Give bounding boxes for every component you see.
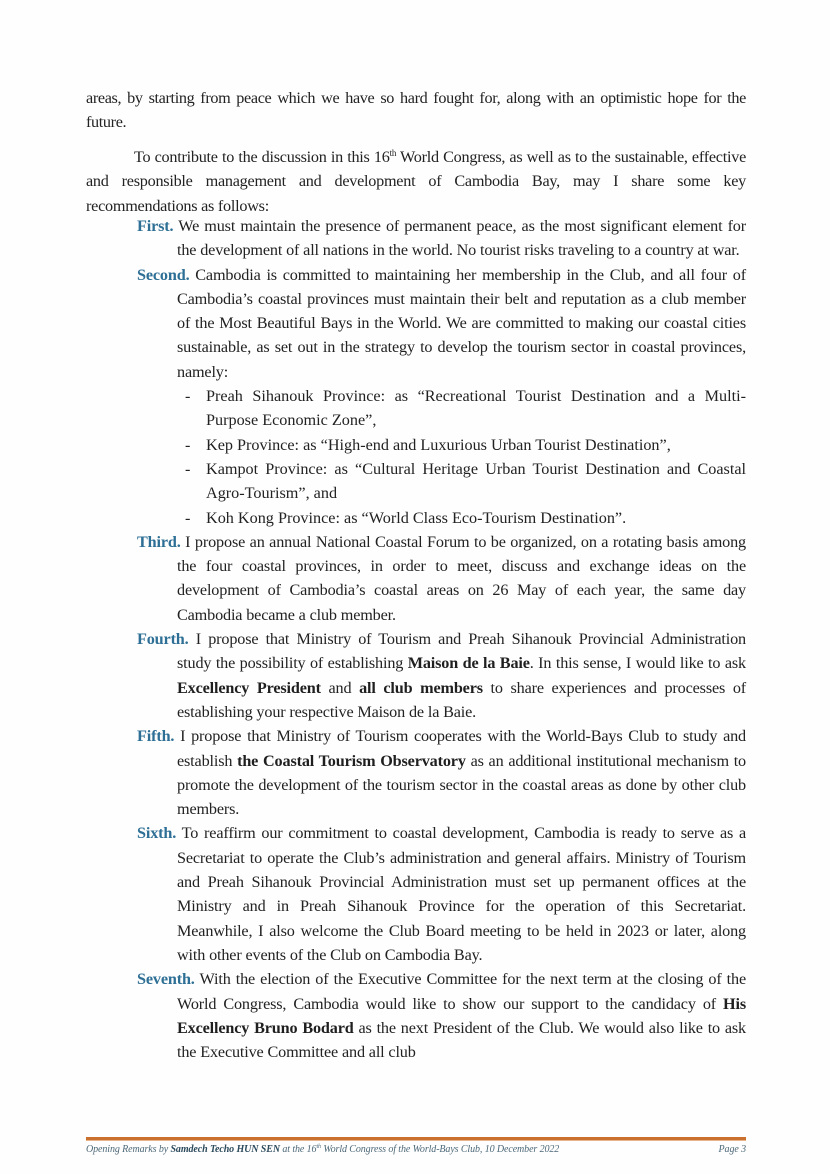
recommendation-second xyxy=(137,263,746,384)
page-footer xyxy=(86,1144,746,1155)
recommendation-text: Cambodia is committed to maintaining her membership in the Club, and all four of Cambodia’s coastal provinces must maintain their belt and reputation as a club member of the Most Beautiful Bays in the World. We are committed to making our coastal cities sustainable, as set out in the strategy to develop the tourism sector in coastal provinces, namely: xyxy=(177,265,746,381)
page-number: Page 3 xyxy=(718,1144,746,1155)
footer-superscript: th xyxy=(316,1144,321,1150)
recommendation-label: Fifth. xyxy=(137,727,175,746)
bullet-text: Kampot Province: as “Cultural Heritage Urban Tourist Destination and Coastal Agro-Tourism”, and xyxy=(206,459,746,503)
bullet-item xyxy=(137,433,746,457)
bullet-text: Preah Sihanouk Province: as “Recreational Tourist Destination and a Multi-Purpose Economic Zone”, xyxy=(206,387,746,430)
recommendation-label: Fourth. xyxy=(137,630,189,649)
recommendation-fourth xyxy=(137,627,746,724)
recommendation-label: Sixth. xyxy=(137,824,177,843)
recommendation-fifth xyxy=(137,724,746,821)
emphasis-excellency-president: Excellency President xyxy=(177,678,321,697)
recommendation-text: With the election of the Executive Committee for the next term at the closing of the World Congress, Cambodia would like to show our support to the candidacy of xyxy=(177,970,746,1013)
emphasis-coastal-tourism-observatory: the Coastal Tourism Observatory xyxy=(237,751,466,770)
footer-text: Opening Remarks by xyxy=(86,1144,171,1155)
bullet-item xyxy=(137,506,746,530)
emphasis-maison-de-la-baie: Maison de la Baie xyxy=(407,654,530,673)
recommendation-seventh xyxy=(137,967,746,1064)
recommendation-text: and xyxy=(320,678,360,697)
recommendation-label: Seventh. xyxy=(137,970,195,989)
intro-superscript: th xyxy=(389,148,397,158)
recommendation-text: I propose that Ministry of Tourism cooperates with the World-Bays Club to study and establish xyxy=(174,727,746,770)
recommendation-text: I propose that Ministry of Tourism and Preah Sihanouk Provincial Administration study the possibility of establishing xyxy=(177,630,746,673)
footer-divider xyxy=(86,1137,746,1141)
footer-caption xyxy=(86,1144,559,1155)
recommendation-text: . In this sense, I would like to ask xyxy=(529,654,746,673)
recommendation-label: Third. xyxy=(137,532,181,551)
recommendation-text: I propose an annual National Coastal Forum to be organized, on a rotating basis among the four coastal provinces, in order to meet, discuss and exchange ideas on the development of Cambodia’s coastal areas on 26 May of each year, the same day Cambodia became a club member. xyxy=(177,532,746,624)
bullet-text: Kep Province: as “High-end and Luxurious Urban Tourist Destination”, xyxy=(206,435,671,454)
recommendation-sixth xyxy=(137,821,746,967)
recommendation-text: as an additional institutional mechanism to promote the development of the tourism sector in the coastal areas as done by other club members. xyxy=(177,751,746,819)
recommendation-text: as the next President of the Club. We would also like to ask the Executive Committee and all club xyxy=(177,1018,746,1062)
recommendation-text: To reaffirm our commitment to coastal development, Cambodia is ready to serve as a Secretariat to operate the Club’s administration and general affairs. Ministry of Tourism and Preah Sihanouk Provincial Administration must set up permanent offices at the Ministry and in Preah Sihanouk Province for the operation of this Secretariat. Meanwhile, I also welcome the Club Board meeting to be held in 2023 or later, along with other events of the Club on Cambodia Bay. xyxy=(176,824,746,964)
recommendations-list xyxy=(137,214,746,1064)
recommendation-label: Second. xyxy=(137,265,190,284)
footer-author: Samdech Techo HUN SEN xyxy=(170,1144,280,1155)
dash-bullet-icon: - xyxy=(185,459,191,478)
bullet-item xyxy=(137,457,746,506)
recommendation-first xyxy=(137,214,746,263)
intro-text-post: World Congress, as well as to the sustainable, effective and responsible management and development of Cambodia Bay, may I share some key recommendations as follows: xyxy=(86,148,747,215)
bullet-text: Koh Kong Province: as “World Class Eco-Tourism Destination”. xyxy=(206,508,627,527)
dash-bullet-icon: - xyxy=(185,508,191,527)
province-bullet-list xyxy=(137,384,746,530)
emphasis-all-club-members: all club members xyxy=(359,678,483,697)
emphasis-bruno-bodard: His Excellency Bruno Bodard xyxy=(177,994,746,1037)
footer-text: at the 16 xyxy=(279,1144,317,1155)
footer-text: World Congress of the World-Bays Club, 10 December 2022 xyxy=(320,1144,560,1155)
dash-bullet-icon: - xyxy=(185,387,191,406)
intro-text-pre: To contribute to the discussion in this 16 xyxy=(134,148,390,166)
bullet-item xyxy=(137,384,746,433)
recommendation-text: to share experiences and processes of establishing your respective Maison de la Baie. xyxy=(177,678,746,721)
recommendation-label: First. xyxy=(137,217,174,235)
recommendation-text: We must maintain the presence of permanent peace, as the most significant element for the development of all nations in the world. No tourist risks traveling to a country at war. xyxy=(173,217,746,260)
recommendation-third xyxy=(137,530,746,627)
paragraph-continuation: areas, by starting from peace which we have so hard fought for, along with an optimistic hope for the future. xyxy=(86,89,746,132)
dash-bullet-icon: - xyxy=(185,435,191,454)
paragraph-intro xyxy=(86,145,746,218)
